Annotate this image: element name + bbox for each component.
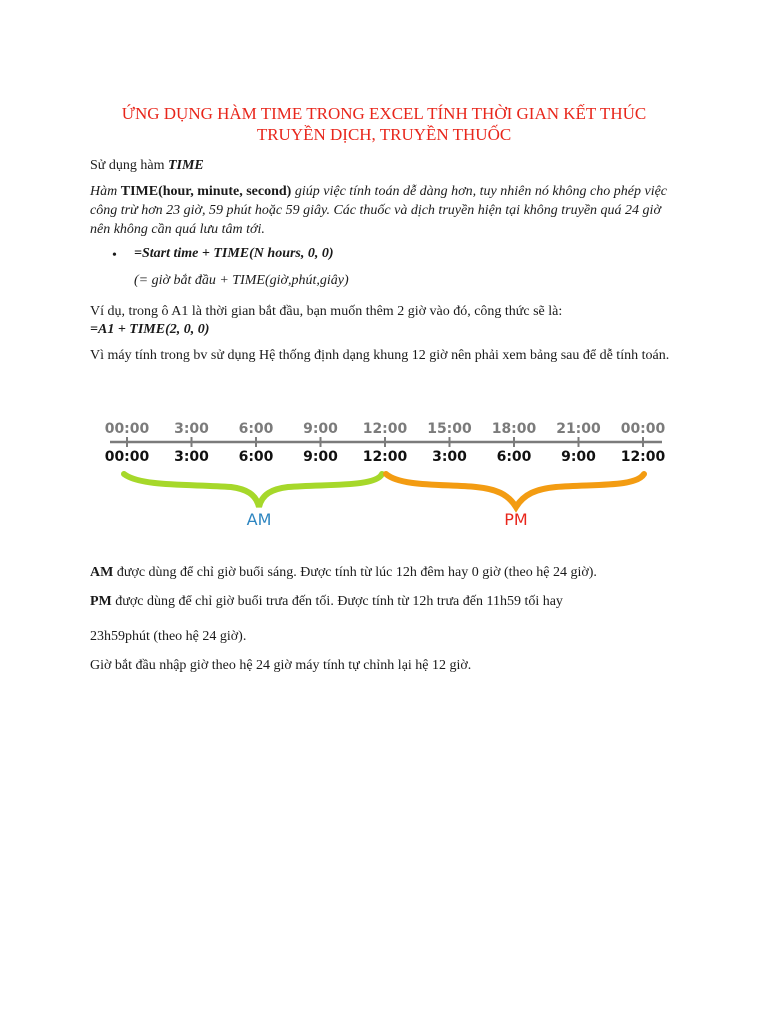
pm-definition (90, 592, 680, 611)
pm-definition-continued: 23h59phút (theo hệ 24 giờ). (90, 629, 247, 644)
example-formula: =A1 + TIME(2, 0, 0) (90, 322, 210, 337)
timeline-bottom-ticks (105, 449, 666, 465)
timeline-bottom-tick-label: 6:00 (238, 449, 274, 465)
timeline-bottom-tick-label: 9:00 (561, 449, 596, 465)
timeline-bottom-tick-label: 00:00 (104, 449, 150, 465)
desc-syntax: TIME(hour, minute, second) (120, 184, 292, 199)
timeline-top-tick-label: 12:00 (362, 421, 408, 437)
page-title (90, 103, 678, 145)
am-definition (90, 563, 680, 582)
timeline-top-tick-label: 6:00 (238, 421, 274, 437)
am-term: AM (90, 565, 114, 580)
example-paragraph: Ví dụ, trong ô A1 là thời gian bắt đầu, bạn muốn thêm 2 giờ vào đó, công thức sẽ là: (90, 304, 563, 319)
timeline-top-tick-label: 00:00 (620, 421, 666, 437)
title-line-2: TRUYỀN DỊCH, TRUYỀN THUỐC (256, 125, 512, 144)
timeline-top-tick-label: 9:00 (303, 421, 338, 437)
timeline-bottom-tick-label: 6:00 (496, 449, 532, 465)
closing-paragraph: Giờ bắt đầu nhập giờ theo hệ 24 giờ máy tính tự chỉnh lại hệ 12 giờ. (90, 658, 472, 673)
timeline-bottom-tick-label: 9:00 (303, 449, 338, 465)
timeline-top-tick-label: 3:00 (174, 421, 209, 437)
desc-prefix: Hàm (90, 184, 121, 199)
intro-prefix: Sử dụng hàm (90, 158, 168, 173)
desc-text: giúp việc tính toán dễ dàng hơn, tuy nhiên nó không cho phép việc công trừ hơn 23 giờ, 59 phút hoặc 59 giây. Các thuốc và dịch truyền hiện tại không truyền quá 24 giờ nên không cần quá lưu tâm tới. (90, 184, 668, 237)
am-pm-timeline-figure (96, 412, 676, 536)
timeline-top-tick-label: 00:00 (104, 421, 150, 437)
timeline-top-tick-label: 15:00 (427, 421, 472, 437)
pm-label: PM (504, 510, 528, 529)
formula-line: =Start time + TIME(N hours, 0, 0) (134, 246, 334, 261)
note-paragraph: Vì máy tính trong bv sử dụng Hệ thống định dạng khung 12 giờ nên phải xem bảng sau để dễ tính toán. (90, 348, 670, 363)
am-label: AM (246, 510, 272, 529)
timeline-bottom-tick-label: 12:00 (620, 449, 666, 465)
timeline-top-ticks (105, 421, 666, 437)
pm-definition-text: được dùng để chỉ giờ buổi trưa đến tối. Được tính từ 12h trưa đến 11h59 tối hay (111, 594, 563, 609)
description-paragraph (90, 182, 680, 239)
am-definition-text: được dùng để chỉ giờ buổi sáng. Được tính từ lúc 12h đêm hay 0 giờ (theo hệ 24 giờ). (113, 565, 597, 580)
timeline-top-tick-label: 21:00 (556, 421, 601, 437)
bullet-marker: • (112, 248, 117, 263)
intro-paragraph (90, 156, 680, 175)
timeline-bottom-tick-label: 3:00 (174, 449, 209, 465)
title-line-1: ỨNG DỤNG HÀM TIME TRONG EXCEL TÍNH THỜI GIAN KẾT THÚC (121, 104, 647, 123)
formula-vietnamese: (= giờ bắt đầu + TIME(giờ,phút,giây) (134, 273, 349, 288)
pm-brace (386, 474, 644, 507)
pm-term: PM (90, 594, 112, 609)
timeline-top-tick-label: 18:00 (491, 421, 537, 437)
timeline-bottom-tick-label: 3:00 (432, 449, 467, 465)
am-brace (124, 474, 382, 507)
intro-function-name: TIME (167, 158, 204, 173)
timeline-bottom-tick-label: 12:00 (362, 449, 408, 465)
